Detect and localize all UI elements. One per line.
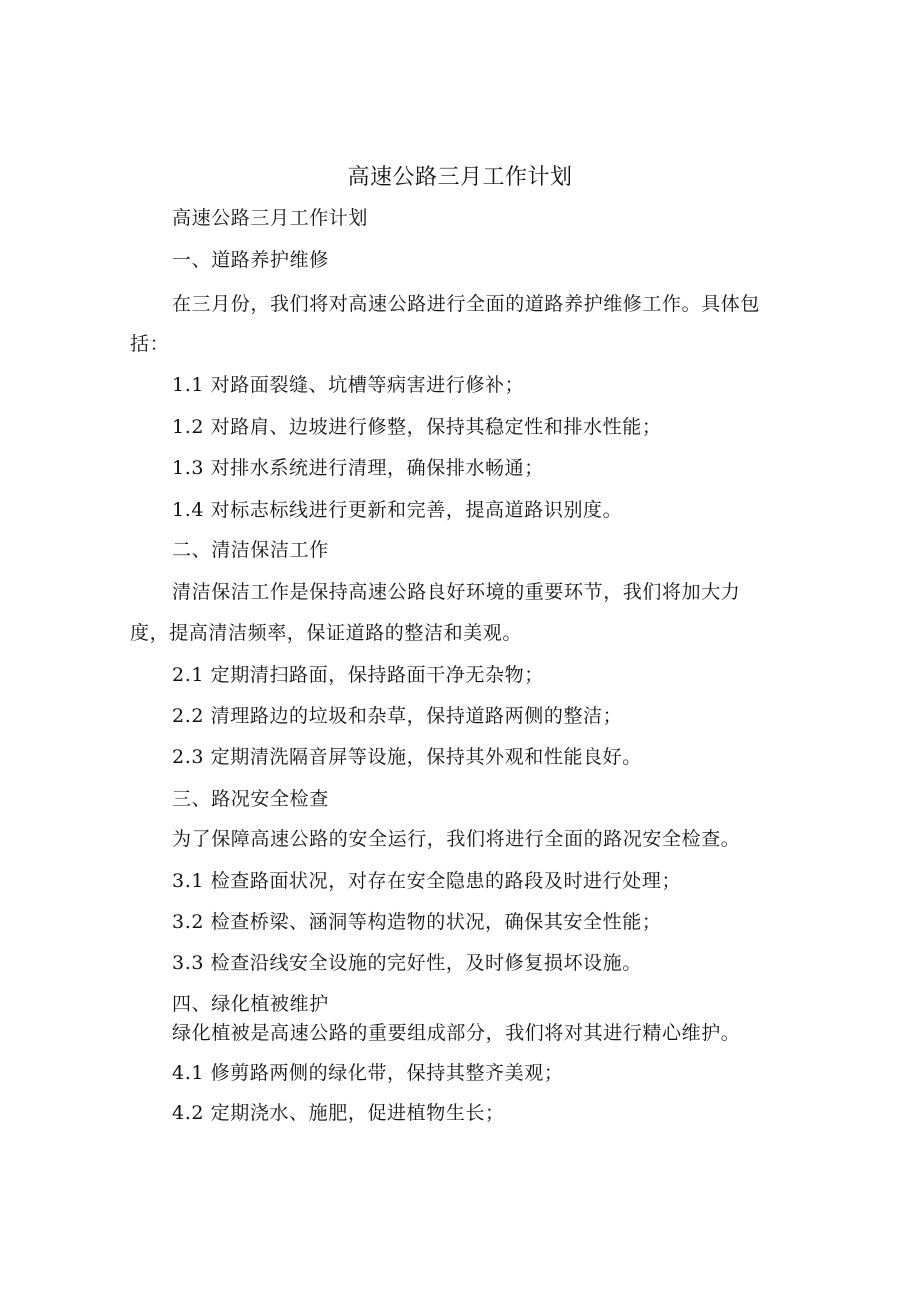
list-item: 1.4 对标志标线进行更新和完善，提高道路识别度。 (172, 499, 623, 521)
section-heading-2: 二、清洁保洁工作 (172, 539, 329, 561)
list-item: 2.3 定期清洗隔音屏等设施，保持其外观和性能良好。 (172, 746, 642, 768)
document-title: 高速公路三月工作计划 (347, 165, 573, 190)
list-item: 1.2 对路肩、边坡进行修整，保持其稳定性和排水性能； (172, 416, 662, 438)
list-item: 3.3 检查沿线安全设施的完好性，及时修复损坏设施。 (172, 952, 642, 974)
paragraph-line: 括： (130, 333, 170, 355)
list-item: 4.2 定期浇水、施肥，促进植物生长； (172, 1102, 505, 1124)
paragraph-line: 在三月份，我们将对高速公路进行全面的道路养护维修工作。具体包 (172, 293, 761, 315)
list-item: 4.1 修剪路两侧的绿化带，保持其整齐美观； (172, 1062, 564, 1084)
paragraph-line: 清洁保洁工作是保持高速公路良好环境的重要环节，我们将加大力 (172, 581, 741, 603)
section-heading-4: 四、绿化植被维护 (172, 993, 329, 1015)
list-item: 3.1 检查路面状况，对存在安全隐患的路段及时进行处理； (172, 870, 682, 892)
paragraph-line: 为了保障高速公路的安全运行，我们将进行全面的路况安全检查。 (172, 828, 741, 850)
list-item: 1.3 对排水系统进行清理，确保排水畅通； (172, 457, 544, 479)
section-heading-3: 三、路况安全检查 (172, 788, 329, 810)
paragraph-line: 度，提高清洁频率，保证道路的整洁和美观。 (130, 622, 523, 644)
list-item: 2.2 清理路边的垃圾和杂草，保持道路两侧的整洁； (172, 705, 623, 727)
subtitle-line: 高速公路三月工作计划 (172, 207, 369, 229)
list-item: 2.1 定期清扫路面，保持路面干净无杂物； (172, 664, 544, 686)
section-heading-1: 一、道路养护维修 (172, 249, 329, 271)
list-item: 1.1 对路面裂缝、坑槽等病害进行修补； (172, 374, 525, 396)
paragraph-line: 绿化植被是高速公路的重要组成部分，我们将对其进行精心维护。 (172, 1022, 741, 1044)
list-item: 3.2 检查桥梁、涵洞等构造物的状况，确保其安全性能； (172, 911, 662, 933)
